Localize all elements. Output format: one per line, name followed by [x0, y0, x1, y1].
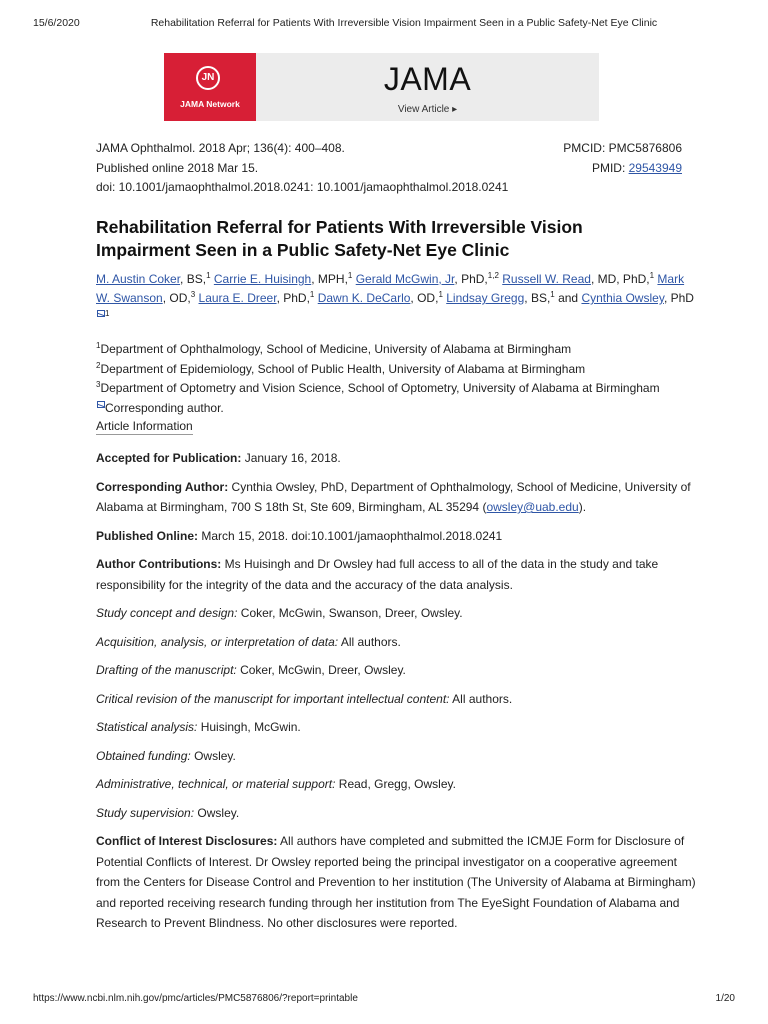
article-ids [563, 139, 682, 178]
author-degree: , MPH, [311, 272, 348, 286]
author-affiliation-sup: 1 [309, 290, 315, 299]
author-link[interactable]: Lindsay Gregg [446, 291, 525, 305]
author-degree: , OD, [162, 291, 191, 305]
author-link[interactable]: Cynthia Owsley [581, 291, 664, 305]
affiliation-2: $^2$Department of Epidemiology, School of Public Health, University of Alabama at Birmingham [96, 360, 586, 376]
print-doc-title: Rehabilitation Referral for Patients With Irreversible Vision Impairment Seen in a Public Safety-Net Eye Clinic [150, 17, 658, 29]
author-and: and [554, 291, 582, 305]
logo-text: JAMA Network [180, 99, 240, 109]
role-critical-revision: Critical revision of the manuscript for important intellectual content: All authors. [96, 691, 513, 706]
accepted-date: Accepted for Publication: January 16, 2018. [96, 451, 341, 465]
print-date: 15/6/2020 [33, 17, 80, 29]
author-affiliation-sup: 1,2 [487, 271, 499, 280]
pmid-label: PMID: [591, 160, 629, 175]
author-affiliation-sup: 1 [649, 271, 655, 280]
journal-name: JAMA [383, 61, 472, 97]
author-affiliation-sup: 3 [190, 290, 196, 299]
author-link[interactable]: Gerald McGwin, Jr [355, 272, 455, 286]
conflict-disclosures: Conflict of Interest Disclosures: All authors have completed and submitted the ICMJE Form for Disclosure of Potential Conflicts of Interest. Dr Owsley reported being the principal investigator on a cooperative agreement from the Centers for Disease Control and Prevention to her institution (The University of Alabama at Birmingham) and reported receiving research funding through her institution from The EyeSight Foundation of Alabama and Research to Prevent Blindness. No other disclosures were reported. [96, 834, 696, 930]
role-support: Administrative, technical, or material support: Read, Gregg, Owsley. [96, 777, 456, 791]
affiliation-1: $^1$Department of Ophthalmology, School of Medicine, University of Alabama at Birmingham [96, 341, 572, 356]
author-degree: , PhD, [454, 272, 488, 286]
author-degree: , PhD [663, 291, 694, 305]
author-link[interactable]: Carrie E. Huisingh [213, 272, 312, 286]
affiliation-3: $^3$Department of Optometry and Vision Science, School of Optometry, University of Alabama at Birmingham [96, 380, 660, 395]
author-affiliation-sup: 1 [438, 290, 443, 299]
author-link[interactable]: Laura E. Dreer [198, 291, 277, 305]
email-link[interactable]: owsley@uab.edu [486, 500, 579, 514]
pmid-row [563, 159, 682, 179]
role-drafting: Drafting of the manuscript: Coker, McGwin, Dreer, Owsley. [96, 663, 406, 677]
role-acquisition: Acquisition, analysis, or interpretation of data: All authors. [96, 634, 401, 649]
print-url: https://www.ncbi.nlm.nih.gov/pmc/articles/PMC5876806/?report=printable [33, 993, 358, 1004]
envelope-icon[interactable] [97, 310, 105, 317]
author-degree: , PhD, [276, 291, 310, 305]
citation-doi: doi: 10.1001/jamaophthalmol.2018.0241: 10.1001/jamaophthalmol.2018.0241 [96, 180, 509, 194]
pmid-link[interactable]: 29543949 [628, 160, 682, 175]
author-affiliation-sup: 1 [550, 290, 555, 299]
corresponding-author: Corresponding Author: Cynthia Owsley, PhD, Department of Ophthalmology, School of Medicine, University of Alabama at Birmingham, 700 S 18th St, Ste 609, Birmingham, AL 35294 (owsley@uab.edu). [96, 479, 691, 514]
role-statistics: Statistical analysis: Huisingh, McGwin. [96, 720, 301, 734]
author-degree: , BS, [180, 272, 207, 286]
citation-journal: JAMA Ophthalmol. 2018 Apr; 136(4): 400–408. [96, 141, 345, 155]
role-supervision: Study supervision: Owsley. [96, 805, 240, 820]
article-information [96, 448, 696, 942]
jn-logo-icon: JN [196, 66, 220, 90]
jama-network-logo [164, 53, 256, 121]
published-online: Published Online: March 15, 2018. doi:10.1001/jamaophthalmol.2018.0241 [96, 528, 503, 543]
article-information-toggle[interactable]: Article Information [96, 419, 193, 433]
print-footer [33, 993, 735, 1004]
role-funding: Obtained funding: Owsley. [96, 748, 236, 763]
author-degree: , BS, [524, 291, 551, 305]
affiliations [96, 340, 716, 418]
author-link[interactable]: M. Austin Coker [96, 272, 181, 286]
author-degree: , MD, PhD, [590, 272, 650, 286]
article-title: Rehabilitation Referral for Patients With Irreversible Vision Impairment Seen in a Public Safety-Net Eye Clinic [96, 217, 583, 260]
jama-banner[interactable] [164, 53, 599, 121]
author-affiliation-sup: 1 [105, 309, 110, 318]
corresponding-note: Corresponding author. [96, 399, 716, 419]
page-number: 1/20 [715, 993, 735, 1004]
author-link[interactable]: Mark W. Swanson [96, 272, 685, 305]
view-article-link[interactable]: View Article ▸ [397, 104, 458, 115]
role-concept: Study concept and design: Coker, McGwin, Swanson, Dreer, Owsley. [96, 606, 463, 620]
citation-published: Published online 2018 Mar 15. [96, 160, 259, 175]
author-list [96, 270, 696, 327]
author-contributions: Author Contributions: Ms Huisingh and Dr Owsley had full access to all of the data in the study and take responsibility for the integrity of the data and the accuracy of the data analysis. [96, 557, 659, 592]
citation [96, 139, 508, 198]
pmcid: PMCID: PMC5876806 [563, 141, 682, 155]
author-link[interactable]: Russell W. Read [502, 272, 591, 286]
envelope-icon [97, 401, 105, 408]
author-link[interactable]: Dawn K. DeCarlo [317, 291, 411, 305]
author-affiliation-sup: 1 [347, 271, 353, 280]
author-affiliation-sup: 1 [206, 271, 211, 280]
author-degree: , OD, [410, 291, 439, 305]
